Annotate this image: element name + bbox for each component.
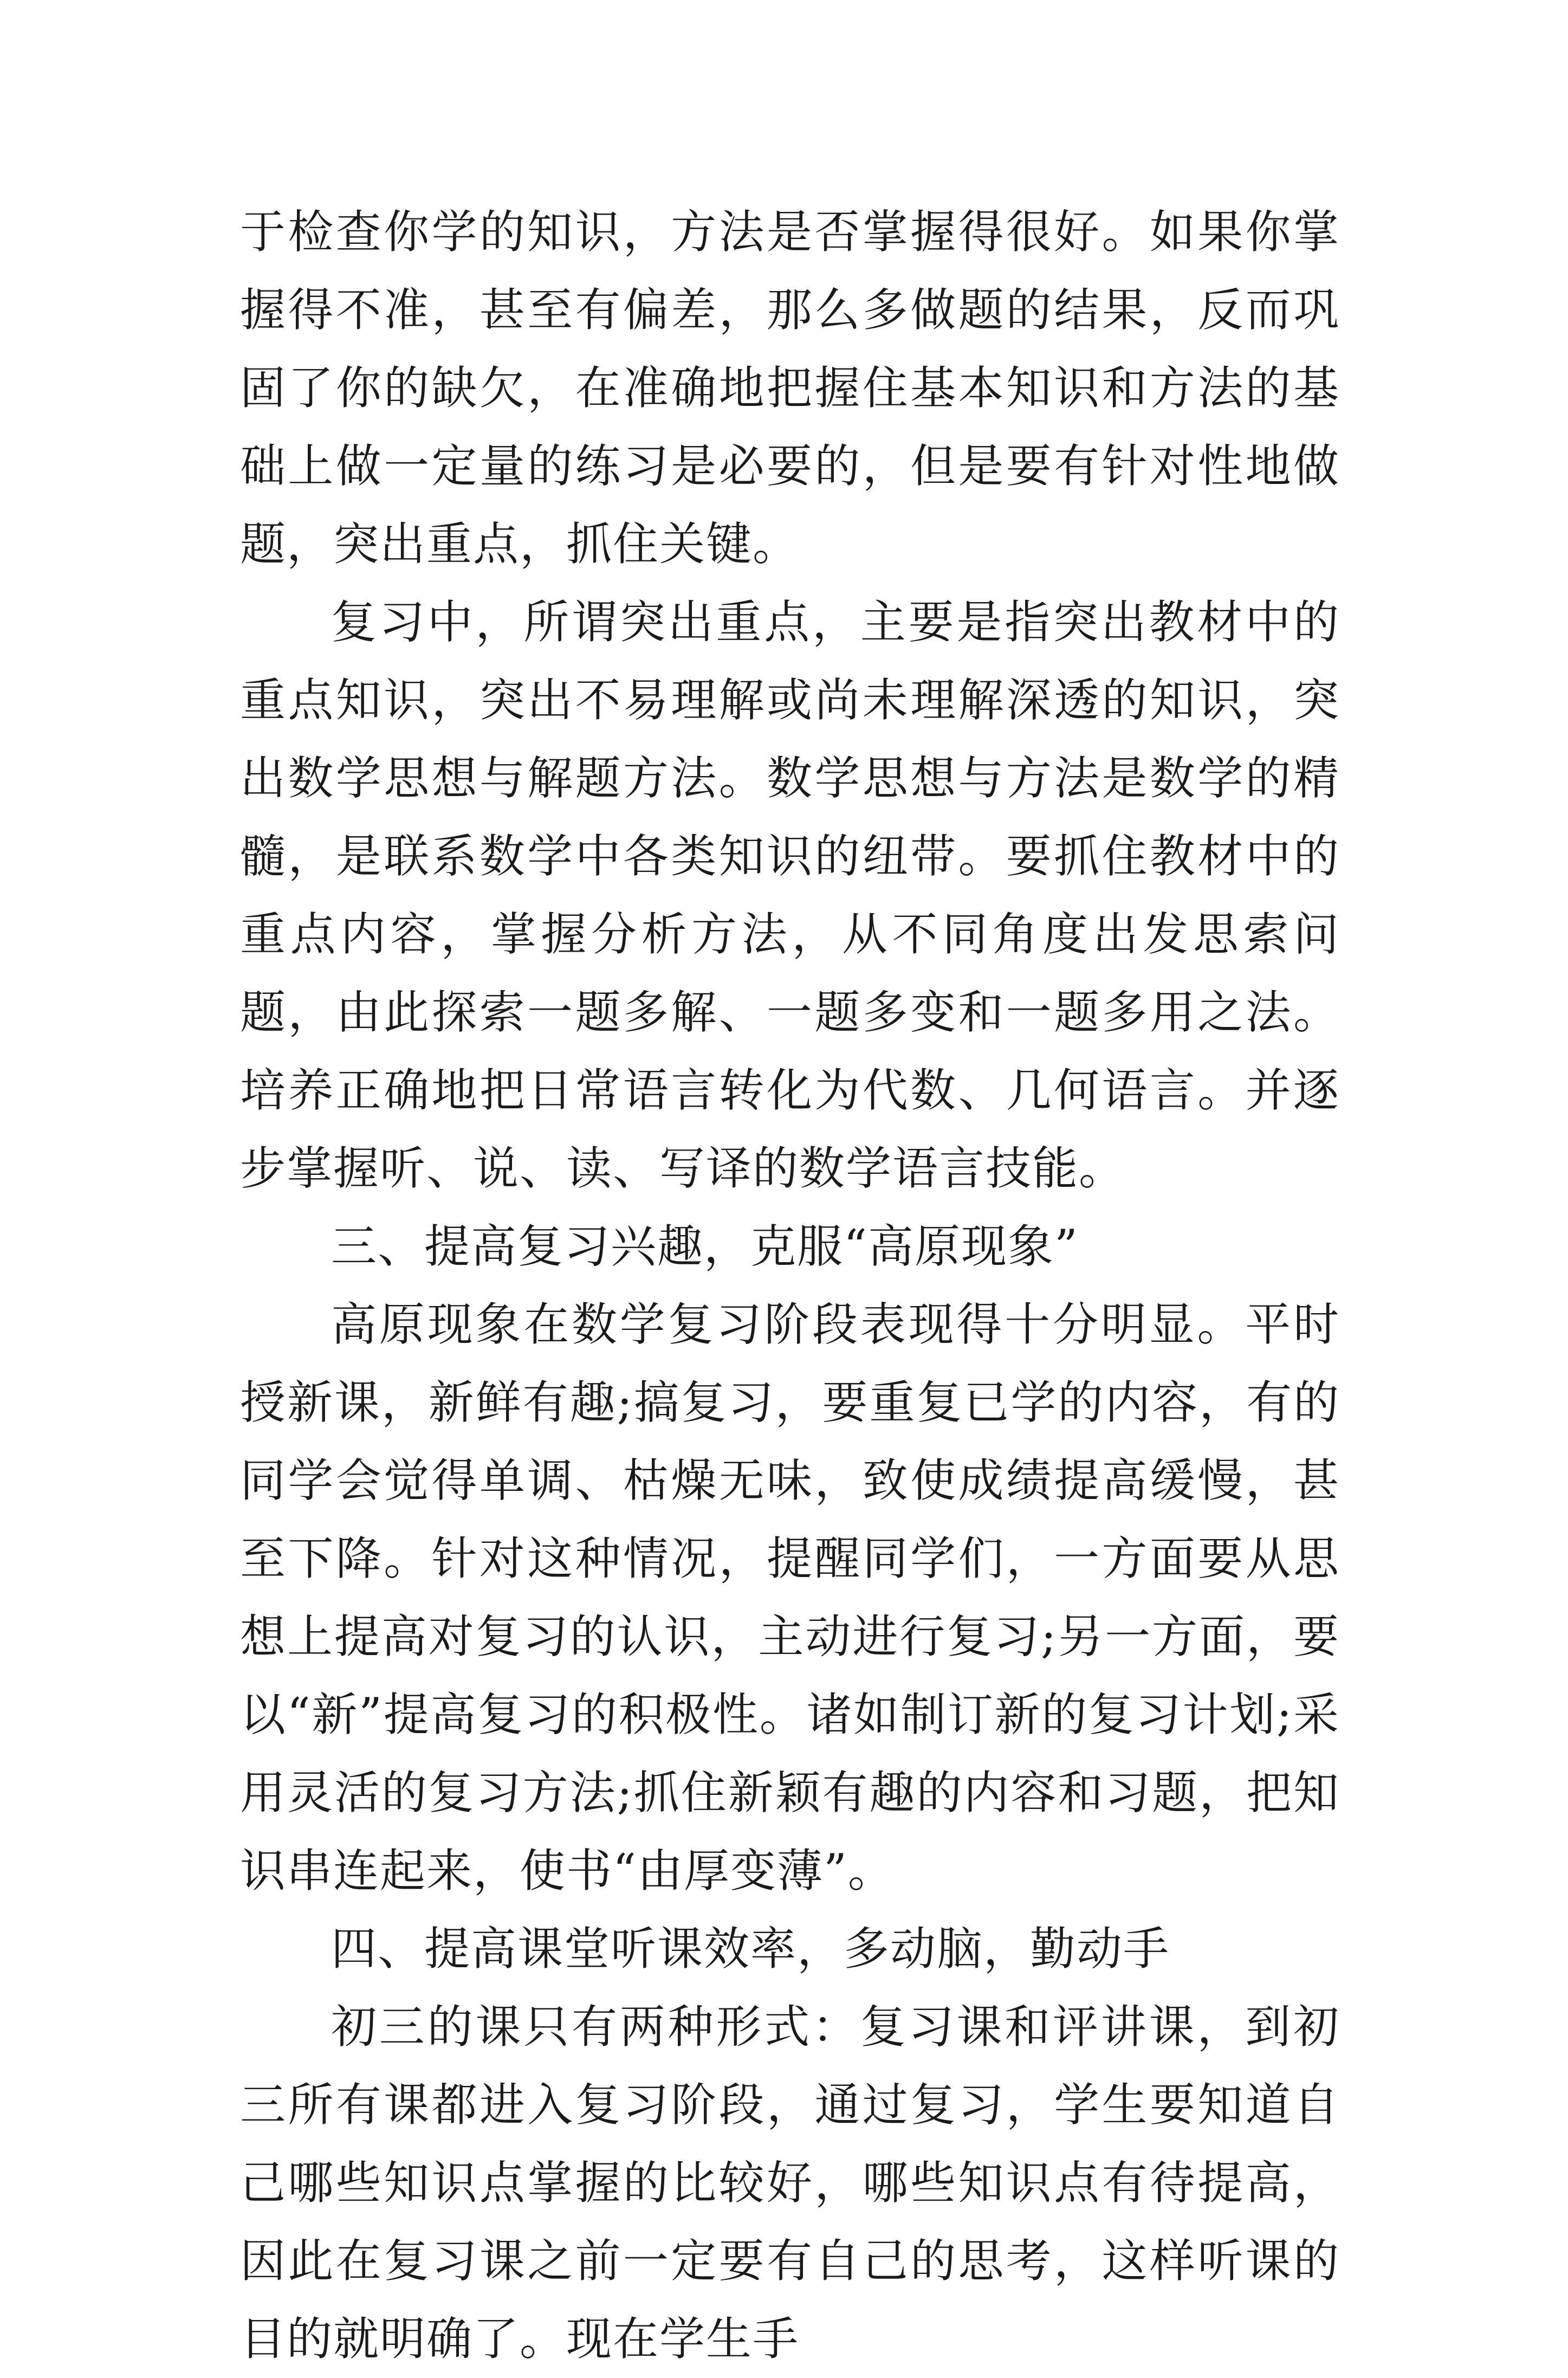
paragraph-1: 于检查你学的知识，方法是否掌握得很好。如果你掌握得不准，甚至有偏差，那么多做题的结果，反而巩固了你的缺欠，在准确地把握住基本知识和方法的基础上做一定量的练习是必要的，但是要有针对性地做题，突出重点，抓住关键。	[240, 205, 1340, 571]
paragraph-2: 复习中，所谓突出重点，主要是指突出教材中的重点知识，突出不易理解或尚未理解深透的知识，突出数学思想与解题方法。数学思想与方法是数学的精髓，是联系数学中各类知识的纽带。要抓住教材中的重点内容，掌握分析方法，从不同角度出发思索问题，由此探索一题多解、一题多变和一题多用之法。培养正确地把日常语言转化为代数、几何语言。并逐步掌握听、说、读、写译的数学语言技能。	[240, 596, 1340, 1195]
section-heading-4: 四、提高课堂听课效率，多动脑，勤动手	[331, 1922, 1170, 1975]
paragraph-6: 初三的课只有两种形式：复习课和评讲课，到初三所有课都进入复习阶段，通过复习，学生要知道自己哪些知识点掌握的比较好，哪些知识点有待提高，因此在复习课之前一定要有自己的思考，这样听课的目的就明确了。现在学生手	[240, 2000, 1340, 2366]
paragraph-4: 高原现象在数学复习阶段表现得十分明显。平时授新课，新鲜有趣;搞复习，要重复已学的内容，有的同学会觉得单调、枯燥无味，致使成绩提高缓慢，甚至下降。针对这种情况，提醒同学们，一方面要从思想上提高对复习的认识，主动进行复习;另一方面，要以“新”提高复习的积极性。诸如制订新的复习计划;采用灵活的复习方法;抓住新颖有趣的内容和习题，把知识串连起来，使书“由厚变薄”。	[240, 1298, 1340, 1897]
section-heading-3: 三、提高复习兴趣，克服“高原现象”	[331, 1220, 1079, 1273]
document-body	[240, 193, 1340, 2378]
